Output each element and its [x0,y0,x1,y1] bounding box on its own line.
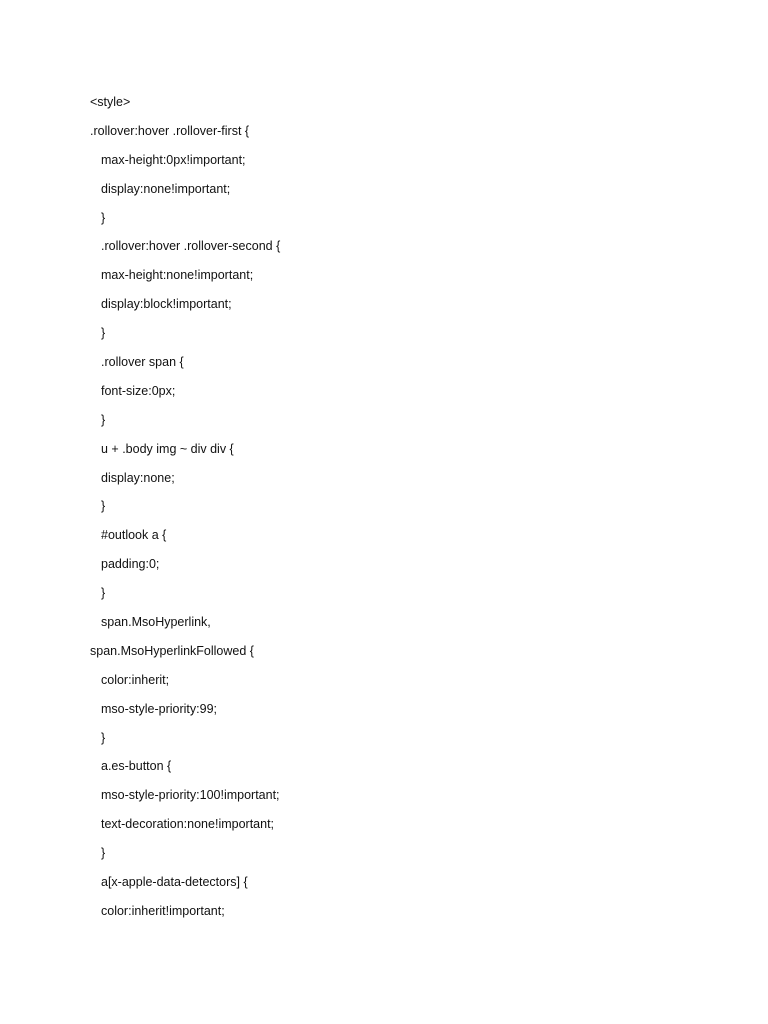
text-line: .rollover span { [101,355,184,370]
text-line: .rollover:hover .rollover-first { [90,123,250,138]
text-line: max-height:0px!important; [101,152,246,167]
text-line: mso-style-priority:100!important; [101,788,280,803]
text-line: } [101,210,106,225]
text-line: span.MsoHyperlinkFollowed { [90,643,254,658]
text-line: } [101,412,106,427]
text-line: } [101,730,106,745]
text-line: max-height:none!important; [101,268,254,283]
text-line: padding:0; [101,557,160,572]
text-line: display:none!important; [101,181,231,196]
text-line: font-size:0px; [101,383,176,398]
text-line: color:inherit; [101,672,170,687]
text-line: display:none; [101,470,175,485]
text-line: } [101,499,106,514]
text-line: u + .body img ~ div div { [101,441,234,456]
text-line: a[x-apple-data-detectors] { [101,875,248,890]
text-line: color:inherit!important; [101,903,225,918]
text-line: a.es-button { [101,759,172,774]
text-line: } [101,326,106,341]
text-line: .rollover:hover .rollover-second { [101,239,281,254]
text-line: #outlook a { [101,528,167,543]
text-line: mso-style-priority:99; [101,701,217,716]
text-line: span.MsoHyperlink, [101,615,211,630]
text-line: <style> [90,95,131,109]
text-line: } [101,846,106,861]
text-line: text-decoration:none!important; [101,817,275,832]
text-line: } [101,586,106,601]
text-line: display:block!important; [101,297,232,312]
document-body [90,92,710,930]
